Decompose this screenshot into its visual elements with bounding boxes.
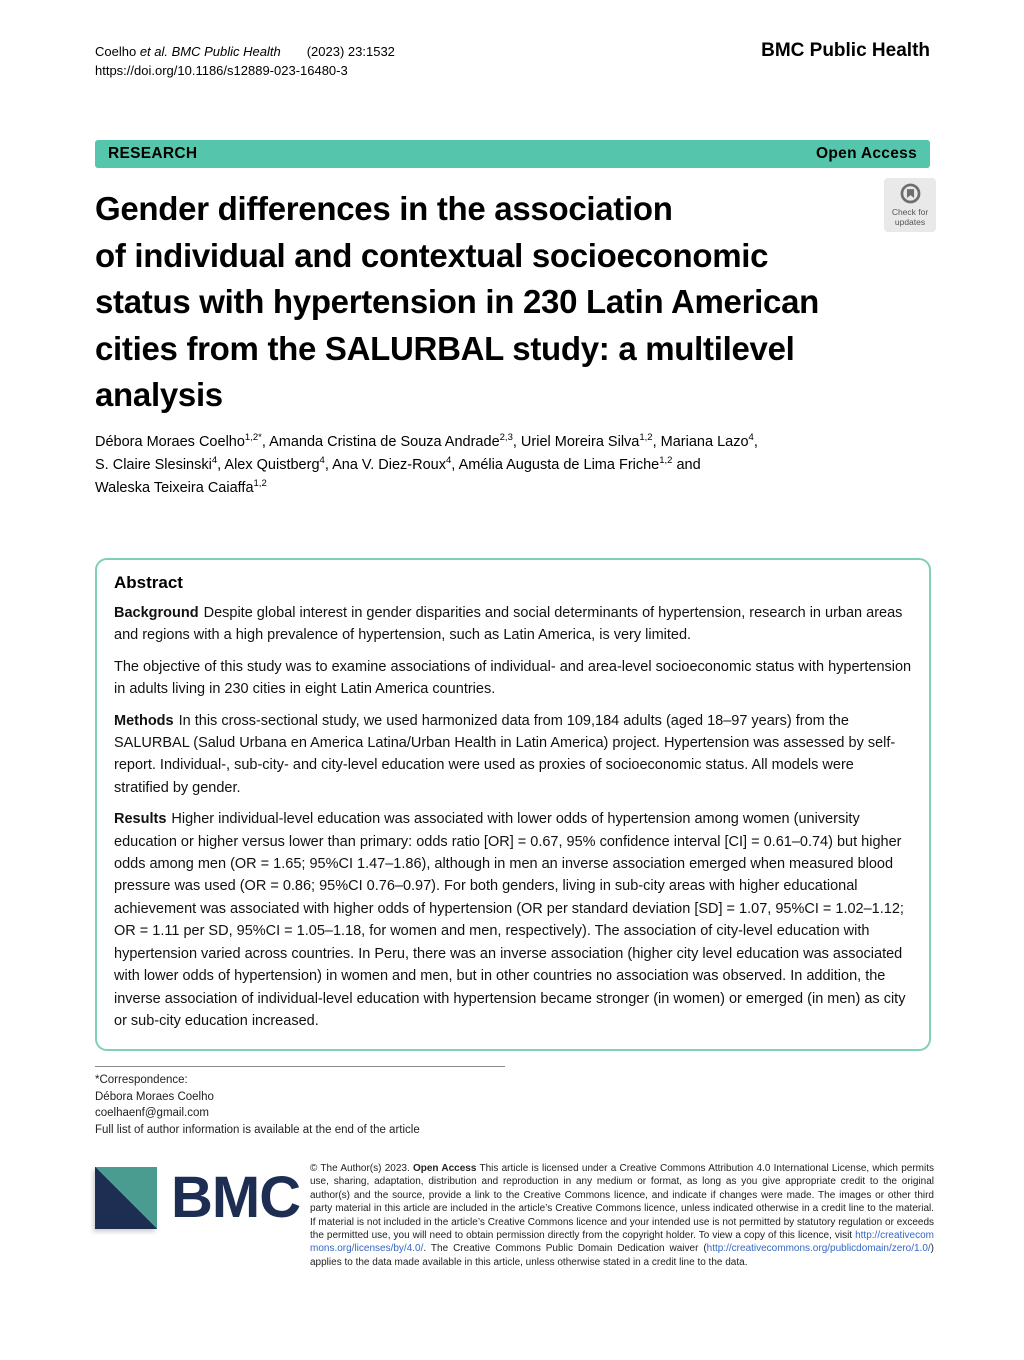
citation-line [95,42,395,61]
author-name: Waleska Teixeira Caiaffa [95,480,254,496]
correspondence-name: Débora Moraes Coelho [95,1090,214,1103]
abstract-results: Results Higher individual-level education was associated with lower odds of hypertension among women (university education or higher versus lower than primary: odds ratio [OR] = 0.67, 95% confidence interval [CI] = 0.61–0.74) but higher odds among men (OR = 1.65; 95%CI 1.47–1.86), although in men an inverse association emerged when measured blood pressure was used (OR = 0.86; 95%CI 0.76–0.97). For both genders, living in sub-city areas with higher educational achievement was associated with higher odds of hypertension (OR per standard deviation [SD] = 1.07, 95%CI = 1.02–1.12; OR = 1.11 per SD, 95%CI = 1.05–1.18, for women and men, respectively). The association of city-level education with hypertension varied across countries. In Peru, there was an inverse association (higher city level education was associated with lower odds of hypertension) in women and men, but in other countries no association was observed. In addition, the inverse association of individual-level education with hypertension became stronger (in women) or emerged (in men) as city or sub-city education increased. [114,811,906,1029]
author-affiliation-marker: 4 [446,455,452,467]
research-label: RESEARCH [108,145,198,162]
author-list [95,431,935,500]
author-name: Ana V. Diez-Roux [332,457,446,473]
abstract-background-label: Background [114,605,199,621]
abstract-box [95,558,931,1051]
correspondence-divider [95,1066,505,1067]
license-open-access-label: Open Access [412,1163,477,1174]
author-line: Débora Moraes Coelho$^{1,2*}$, Amanda Cristina de Souza Andrade$^{2,3}$, Uriel Moreira Silva$^{1,2}$, Mariana Lazo$^4$, [95,432,758,450]
article-title-line: Gender differences in the association [95,190,673,227]
author-name: Uriel Moreira Silva [520,434,640,450]
abstract-results-label: Results [114,811,167,828]
header-citation-block [95,42,395,80]
author-name: Amanda Cristina de Souza Andrade [269,434,500,450]
author-affiliation-marker: 4 [319,455,325,467]
license-link-cc-by[interactable]: http://creativecommons.org/licenses/by/4.0/ [310,1230,934,1255]
author-name: S. Claire Slesinski [95,457,212,473]
header-doi: https://doi.org/10.1186/s12889-023-16480-3 [95,63,348,78]
crossmark-icon [898,182,923,207]
citation-journal: et al. BMC Public Health [136,44,281,59]
article-type-banner [95,140,930,168]
author-line [95,477,935,500]
author-name: Alex Quistberg [224,457,320,473]
author-affiliation-marker: 1,2 [639,432,653,444]
author-line: S. Claire Slesinski$^4$, Alex Quistberg$^4$, Ana V. Diez-Roux$^4$, Amélia Augusta de Lima Friche$^{1,2}$ and [95,455,701,473]
journal-name: BMC Public Health [761,40,930,61]
author-affiliation-marker: 1,2 [659,455,673,467]
abstract-background: Background Despite global interest in gender disparities and social determinants of hypertension, research in urban areas and regions with a high prevalence of hypertension, such as Latin America, is very limited. [114,605,903,644]
article-title [95,186,955,419]
license-copyright: © The Author(s) 2023. [310,1163,413,1174]
license-link-cc0[interactable]: http://creativecommons.org/publicdomain/zero/1.0/ [706,1243,931,1255]
author-affiliation-marker: 2,3 [499,432,513,444]
open-access-label: Open Access [816,145,917,162]
author-affiliation-marker: 1,2* [244,432,262,444]
citation-author: Coelho [95,44,137,59]
article-title-line: analysis [95,376,223,413]
check-for-updates-badge[interactable] [884,178,936,232]
article-title-line: cities from the SALURBAL study: a multilevel [95,329,795,367]
article-title-line: of individual and contextual socioeconomic [95,236,769,274]
bmc-logo-mark-icon [95,1167,157,1229]
correspondence-label: *Correspondence: [95,1074,188,1086]
badge-label-line2: updates [894,217,926,227]
author-name: Débora Moraes Coelho [95,434,245,450]
abstract-heading: Abstract [114,573,183,592]
bmc-logo [95,1167,300,1229]
badge-label [892,207,928,227]
correspondence-note: Full list of author information is available at the end of the article [95,1123,420,1136]
author-name: Mariana Lazo [660,434,749,450]
correspondence-block [95,1072,515,1138]
badge-label-line1: Check for [891,207,929,217]
author-affiliation-marker: 4 [748,432,754,444]
author-affiliation-marker: 1,2 [253,478,267,490]
citation-issue: (2023) 23:1532 [306,44,395,59]
license-text: © The Author(s) 2023. Open Access This article is licensed under a Creative Commons Attribution 4.0 International License, which permits use, sharing, adaptation, distribution and reproduction in any medium or format, as long as you give appropriate credit to the original author(s) and the source, provide a link to the Creative Commons licence, and indicate if changes were made. The images or other third party material in this article are included in the article’s Creative Commons licence, unless indicated otherwise in a credit line to the material. If material is not included in the article’s Creative Commons licence and your intended use is not permitted by statutory regulation or exceeds the permitted use, you will need to obtain permission directly from the copyright holder. To view a copy of this licence, visit http://creativecommons.org/licenses/by/4.0/. The Creative Commons Public Domain Dedication waiver (http://creativecommons.org/publicdomain/zero/1.0/) applies to the data made available in this article, unless otherwise stated in a credit line to the data. [310,1163,934,1268]
author-name: Amélia Augusta de Lima Friche [458,457,660,473]
bmc-logo-text: BMC [171,1165,301,1230]
abstract-methods-label: Methods [114,712,174,729]
abstract-methods: Methods In this cross-sectional study, we used harmonized data from 109,184 adults (aged 18–97 years) from the SALURBAL (Salud Urbana en America Latina/Urban Health in Latin America) project. Hypertension was assessed by self-report. Individual-, sub-city- and city-level education were used as proxies of socioeconomic status. All models were stratified by gender. [114,712,896,796]
abstract-objective: The objective of this study was to examine associations of individual- and area-level socioeconomic status with hypertension in adults living in 230 cities in eight Latin America countries. [114,658,912,698]
article-title-line: status with hypertension in 230 Latin American [95,283,819,320]
author-affiliation-marker: 4 [211,455,218,467]
correspondence-email: coelhaenf@gmail.com [95,1107,209,1119]
